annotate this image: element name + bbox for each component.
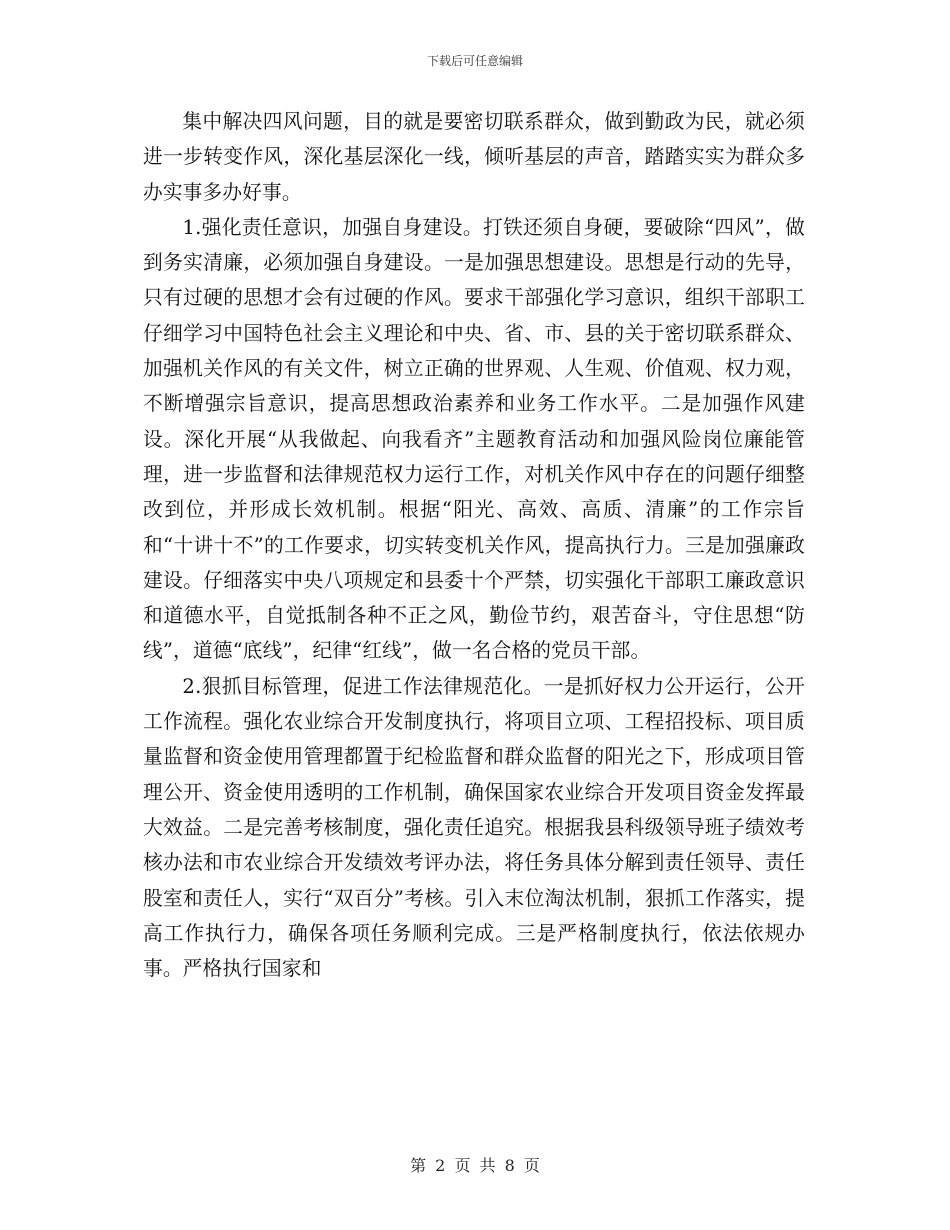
page-number-footer: 第 2 页 共 8 页 [410, 1156, 540, 1175]
document-body [143, 104, 805, 986]
paragraph-intro: 集中解决四风问题，目的就是要密切联系群众，做到勤政为民，就必须进一步转变作风，深化基层深化一线，倾听基层的声音，踏踏实实为群众多办实事多办好事。 [143, 110, 805, 204]
paragraph-section-1: 1.强化责任意识，加强自身建设。打铁还须自身硬，要破除“四风”，做到务实清廉，必须加强自身建设。一是加强思想建设。思想是行动的先导，只有过硬的思想才会有过硬的作风。要求干部强化学习意识，组织干部职工仔细学习中国特色社会主义理论和中央、省、市、县的关于密切联系群众、加强机关作风的有关文件，树立正确的世界观、人生观、价值观、权力观，不断增强宗旨意识，提高思想政治素养和业务工作水平。二是加强作风建设。深化开展“从我做起、向我看齐”主题教育活动和加强风险岗位廉能管理，进一步监督和法律规范权力运行工作，对机关作风中存在的问题仔细整改到位，并形成长效机制。根据“阳光、高效、高质、清廉”的工作宗旨和“十讲十不”的工作要求，切实转变机关作风，提高执行力。三是加强廉政建设。仔细落实中央八项规定和县委十个严禁，切实强化干部职工廉政意识和道德水平，自觉抵制各种不正之风，勤俭节约，艰苦奋斗，守住思想“防线”，道德“底线”，纪律“红线”，做一名合格的党员干部。 [143, 215, 805, 663]
page-header: 下载后可任意编辑 [426, 54, 523, 68]
paragraph-section-2: 2.狠抓目标管理，促进工作法律规范化。一是抓好权力公开运行，公开工作流程。强化农业综合开发制度执行，将项目立项、工程招投标、项目质量监督和资金使用管理都置于纪检监督和群众监督的阳光之下，形成项目管理公开、资金使用透明的工作机制，确保国家农业综合开发项目资金发挥最大效益。二是完善考核制度，强化责任追究。根据我县科级领导班子绩效考核办法和市农业综合开发绩效考评办法，将任务具体分解到责任领导、责任股室和责任人，实行“双百分”考核。引入末位淘汰机制，狠抓工作落实，提高工作执行力，确保各项任务顺利完成。三是严格制度执行，依法依规办事。严格执行国家和 [143, 674, 805, 981]
